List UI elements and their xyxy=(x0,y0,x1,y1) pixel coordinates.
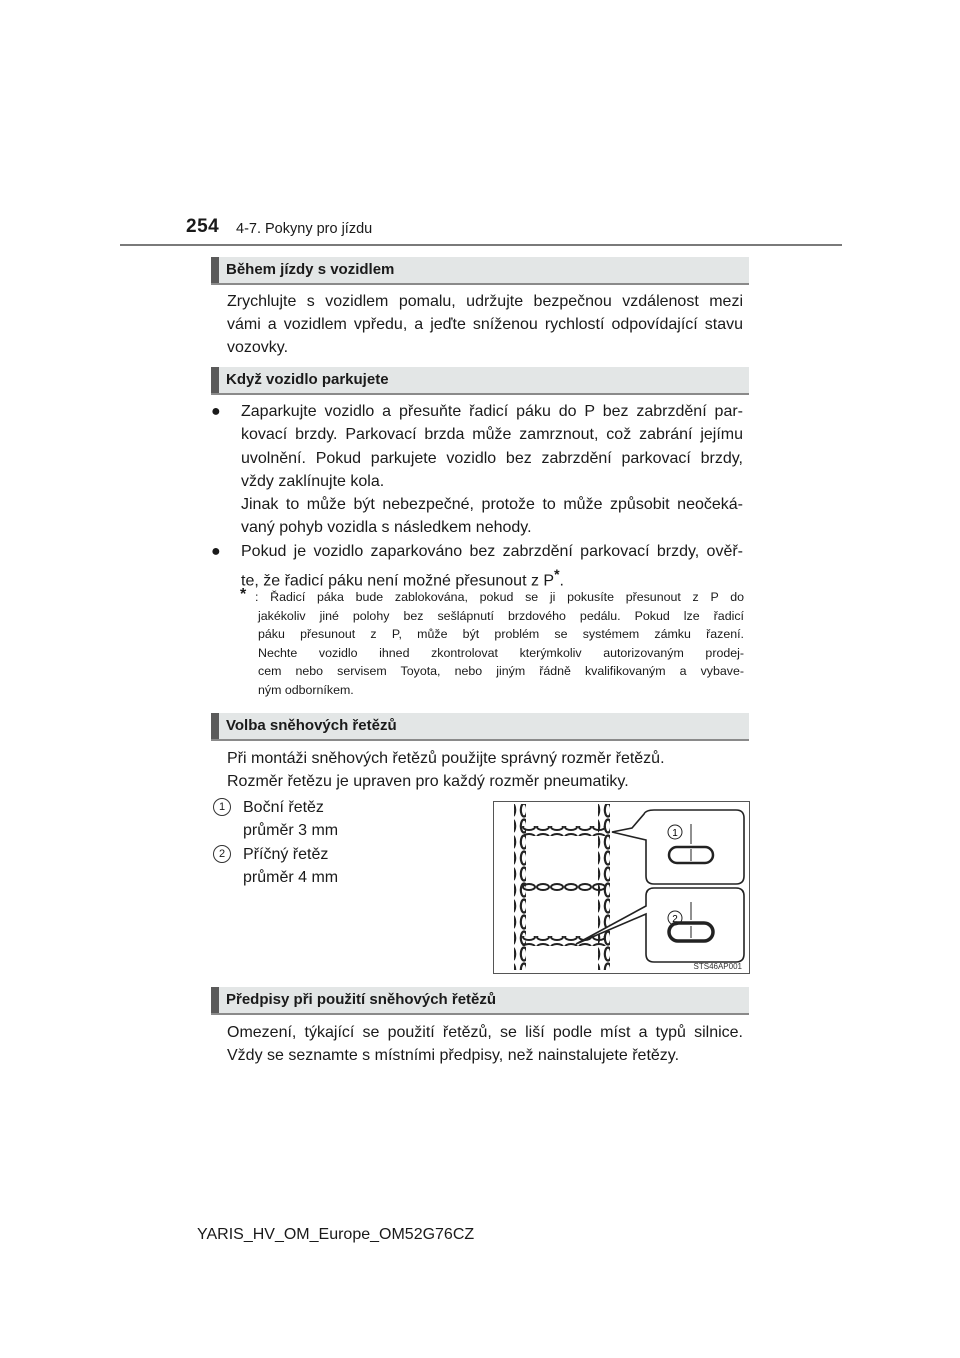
text-line: Nechte vozidlo ihned zkontrolovat kterýmkoliv autorizovaným prodej- xyxy=(258,645,744,660)
callout-label-1: 1 xyxy=(672,828,678,839)
figure-code: STS46AP001 xyxy=(693,962,742,971)
text-line: páku přesunout z P, může být problém se systémem zámku řazení. xyxy=(258,627,744,642)
item-name: Příčný řetěz xyxy=(243,846,329,863)
heading-accent-bar xyxy=(211,257,219,283)
text-line: jakékoliv jiné polohy bez sešlápnutí brzdového pedálu. Pokud lze řadicí xyxy=(258,608,744,623)
footnote xyxy=(240,588,744,700)
text-line: cem nebo servisem Toyota, nebo jiným řádně kvalifikovaným a vybave- xyxy=(258,664,744,679)
text-line: ným odborníkem. xyxy=(258,682,354,697)
text-line: vozovky. xyxy=(227,339,289,356)
heading-accent-bar xyxy=(211,713,219,739)
text-line: Jinak to může být nebezpečné, protože to může způsobit neočeká- xyxy=(241,496,743,514)
text-line: vždy zaklínujte kola. xyxy=(241,472,385,490)
item-size: průměr 4 mm xyxy=(243,869,339,886)
text-line: Při montáži sněhových řetězů použijte správný rozměr řetězů. xyxy=(227,750,665,767)
heading-label: Když vozidlo parkujete xyxy=(226,371,389,388)
heading-accent-bar xyxy=(211,987,219,1013)
callout-number: 2 xyxy=(213,845,231,863)
cross-chain xyxy=(522,826,606,836)
cross-chain xyxy=(522,881,606,891)
text-line: uvolnění. Pokud parkujete vozidlo bez zabrzdění parkovací brzdy, xyxy=(241,449,743,467)
snow-chain-figure xyxy=(493,801,750,974)
regulations-paragraph xyxy=(227,1021,743,1067)
item-name: Boční řetěz xyxy=(243,799,324,816)
text-line: vaný pohyb vozidla s následkem nehody. xyxy=(241,519,532,537)
document-code: YARIS_HV_OM_Europe_OM52G76CZ xyxy=(197,1226,475,1243)
bullet-icon: ● xyxy=(211,543,221,560)
chains-paragraph xyxy=(227,747,743,793)
heading-label: Volba sněhových řetězů xyxy=(226,717,397,734)
list-item-cross-chain xyxy=(213,843,339,886)
heading-chain-selection xyxy=(211,713,749,741)
heading-label: Předpisy při použití sněhových řetězů xyxy=(226,991,497,1008)
header-divider xyxy=(120,244,842,246)
text-line: Zrychlujte s vozidlem pomalu, udržujte bezpečnou vzdálenost mezi xyxy=(227,293,743,310)
page-number: 254 xyxy=(186,216,220,237)
asterisk-reference: * xyxy=(554,566,560,583)
item-size: průměr 3 mm xyxy=(243,822,339,839)
callout-number: 1 xyxy=(213,798,231,816)
cross-chain xyxy=(522,936,606,946)
bullet-item-parking-2 xyxy=(211,540,743,593)
bullet-icon: ● xyxy=(211,403,221,420)
text-line: : Řadicí páka bude zablokována, pokud se ji pokusíte přesunout z P do xyxy=(255,590,744,604)
heading-label: Během jízdy s vozidlem xyxy=(226,261,395,278)
text-line: Vždy se seznamte s místními předpisy, než nainstalujete řetězy. xyxy=(227,1047,680,1064)
text-line: Rozměr řetězu je upraven pro každý rozměr pneumatiky. xyxy=(227,773,629,790)
asterisk-mark: * xyxy=(240,586,247,603)
snow-chain-illustration xyxy=(494,802,749,973)
text-line: Pokud je vozidlo zaparkováno bez zabrzdění parkovací brzdy, ověř- xyxy=(241,543,743,560)
text-line: kovací brzdy. Parkovací brzda může zamrznout, což zabrání jejímu xyxy=(241,426,743,444)
driving-paragraph xyxy=(227,290,743,359)
list-item-side-chain xyxy=(213,796,339,839)
section-title: 4-7. Pokyny pro jízdu xyxy=(236,221,373,237)
heading-regulations xyxy=(211,987,749,1015)
heading-accent-bar xyxy=(211,367,219,393)
text-fragment: te, že řadicí páku není možné přesunout z P xyxy=(241,572,555,590)
bullet-item-parking-1 xyxy=(211,400,743,540)
text-line: vámi a vozidlem vpředu, a jeďte sníženou rychlostí odpovídající stavu xyxy=(227,316,743,333)
heading-parking xyxy=(211,367,749,395)
text-fragment: . xyxy=(559,572,564,590)
callout-label-2: 2 xyxy=(672,914,678,925)
text-line: Zaparkujte vozidlo a přesuňte řadicí páku do P bez zabrzdění par- xyxy=(241,403,743,420)
text-line: Omezení, týkající se použití řetězů, se liší podle míst a typů silnice. xyxy=(227,1024,743,1041)
heading-driving xyxy=(211,257,749,285)
